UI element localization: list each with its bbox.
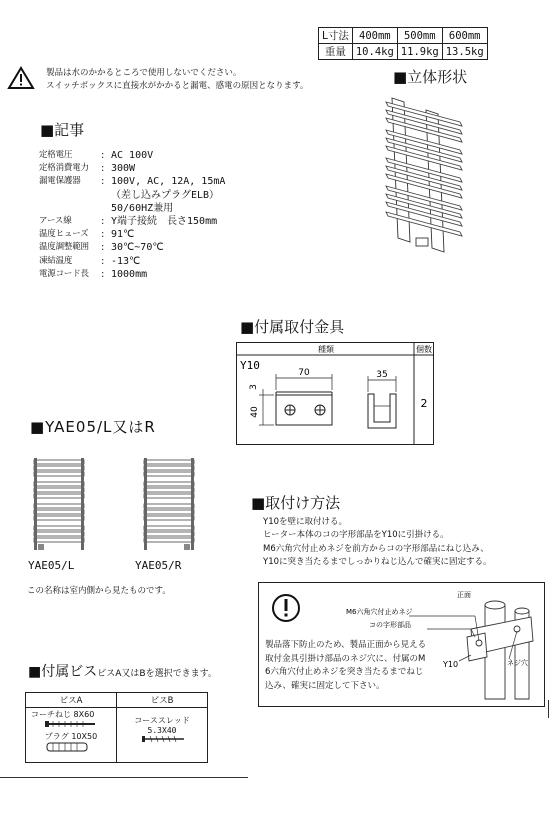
label-hole: ネジ穴 bbox=[507, 659, 528, 667]
screw-a-header: ビスA bbox=[26, 693, 117, 708]
notes-title: ■記事 bbox=[40, 121, 85, 139]
wall-plug-icon bbox=[41, 742, 101, 752]
caution-line: 製品落下防止のため、製品正面から見える bbox=[265, 640, 427, 650]
spec-label: 電源コード長 bbox=[39, 268, 89, 279]
spec-value: -13℃ bbox=[111, 255, 141, 267]
fittings-quantity: 2 bbox=[420, 397, 428, 410]
spec-label: アース線 bbox=[39, 216, 72, 227]
install-step: Y10に突き当たるまでしっかりねじ込んで確実に固定する。 bbox=[263, 556, 492, 567]
spec-value: 30℃~70℃ bbox=[111, 242, 164, 254]
fittings-table bbox=[236, 342, 434, 445]
install-title: ■取付け方法 bbox=[251, 494, 341, 512]
screws-title bbox=[28, 661, 217, 681]
size-weight-table bbox=[318, 27, 488, 60]
caution-line: 込み、確実に固定して下さい。 bbox=[265, 680, 385, 691]
coarse-thread-screw-icon bbox=[132, 735, 192, 743]
size-cell: 500mm bbox=[397, 28, 442, 44]
towel-rail-3d-illustration bbox=[380, 92, 470, 262]
screw-b-cell bbox=[117, 708, 208, 763]
spec-row: 温度ヒューズ : 91℃ bbox=[39, 229, 135, 241]
model-r-illustration bbox=[140, 458, 200, 553]
spec-value: AC 100V bbox=[111, 150, 154, 161]
screw-b-item2: 5.3X40 bbox=[147, 726, 177, 735]
label-front: 正面 bbox=[457, 591, 471, 599]
spec-value: 91℃ bbox=[111, 229, 135, 241]
caution-text bbox=[265, 639, 426, 693]
spec-list bbox=[39, 149, 225, 281]
dim-thickness: 3 bbox=[249, 384, 259, 390]
screws-title-main: ■付属ビス bbox=[28, 664, 98, 680]
label-screw: M6六角穴付止めネジ bbox=[346, 608, 413, 616]
warning-text bbox=[46, 67, 308, 93]
dim-height: 40 bbox=[250, 406, 260, 418]
caution-line: 取付金具引掛け部品のネジ穴に、付属のM bbox=[265, 653, 426, 664]
warning-triangle-icon bbox=[8, 66, 34, 90]
spec-row: 電源コード長 : 1000mm bbox=[39, 268, 148, 280]
view-title: ■立体形状 bbox=[393, 68, 468, 86]
spec-label: 定格電圧 bbox=[39, 150, 73, 160]
model-r-label: YAE05/R bbox=[135, 559, 182, 572]
screws-header-row bbox=[26, 693, 208, 708]
coach-screw-icon bbox=[41, 720, 101, 728]
spec-label: 凍結温度 bbox=[39, 255, 73, 266]
spec-value: Y端子接続 長さ150mm bbox=[111, 216, 218, 228]
size-row-label: L寸法 bbox=[319, 28, 353, 44]
spec-value: （差し込みプラグELB） bbox=[111, 189, 220, 201]
size-row bbox=[319, 28, 488, 44]
spec-label: 漏電保護器 bbox=[39, 176, 81, 187]
screws-title-sub: ビスA又はBを選択できます。 bbox=[97, 669, 217, 679]
dim-width: 70 bbox=[298, 368, 310, 378]
spec-value: 1000mm bbox=[111, 268, 148, 280]
screw-b-header: ビスB bbox=[117, 693, 208, 708]
exclamation-icon bbox=[271, 593, 301, 623]
spec-row: 凍結温度 : -13℃ bbox=[39, 255, 141, 267]
install-steps bbox=[263, 516, 492, 569]
fittings-header-type: 種類 bbox=[318, 345, 334, 354]
screw-a-cell bbox=[26, 708, 117, 763]
model-l-illustration bbox=[30, 458, 90, 553]
label-y10: Y10 bbox=[443, 660, 459, 669]
spec-value: 50/60HZ兼用 bbox=[111, 202, 174, 214]
label-bracket: コの字形部品 bbox=[369, 621, 411, 629]
spec-label: 温度ヒューズ bbox=[39, 229, 89, 240]
weight-cell: 11.9kg bbox=[397, 44, 442, 60]
spec-row bbox=[39, 202, 225, 215]
install-step: Y10を壁に取付ける。 bbox=[263, 517, 348, 527]
spec-row: 漏電保護器 : 100V, AC, 12A, 15mA bbox=[39, 176, 226, 188]
size-cell: 400mm bbox=[352, 28, 397, 44]
spec-value: 100V, AC, 12A, 15mA bbox=[111, 176, 226, 188]
install-caution-box bbox=[258, 582, 545, 707]
weight-cell: 13.5kg bbox=[442, 44, 487, 60]
caution-line: 6六角穴付止めネジを突き当たるまでねじ bbox=[265, 667, 424, 677]
fittings-title: ■付属取付金具 bbox=[240, 318, 345, 336]
model-note: この名称は室内側から見たものです。 bbox=[27, 586, 171, 596]
fittings-header-qty: 個数 bbox=[416, 345, 432, 354]
spec-row: 定格消費電力 : 300W bbox=[39, 163, 136, 175]
spec-label: 定格消費電力 bbox=[39, 163, 89, 174]
weight-row bbox=[319, 44, 488, 60]
fittings-part-name: Y10 bbox=[240, 359, 260, 372]
model-title: ■YAE05/L又はR bbox=[30, 418, 156, 436]
size-cell: 600mm bbox=[442, 28, 487, 44]
weight-row-label: 重量 bbox=[319, 44, 353, 60]
spec-row: 定格電圧 : AC 100V bbox=[39, 150, 154, 161]
spec-row: アース線 : Y端子接続 長さ150mm bbox=[39, 216, 218, 228]
spec-value: 300W bbox=[111, 163, 136, 175]
screw-a-item1: コーチねじ 8X60 bbox=[31, 710, 95, 719]
model-l-label: YAE05/L bbox=[28, 559, 75, 572]
page-right-tick bbox=[548, 700, 549, 718]
install-step: M6六角穴付止めネジを前方からコの字形部品にねじ込み、 bbox=[263, 543, 489, 554]
screw-a-item2: プラグ 10X50 bbox=[44, 732, 98, 741]
spec-row bbox=[39, 189, 225, 202]
screws-body-row bbox=[26, 708, 208, 763]
spec-row: 温度調整範囲 : 30℃~70℃ bbox=[39, 242, 164, 254]
warning-line: スイッチボックスに直接水がかかると漏電、感電の原因となります。 bbox=[46, 81, 309, 91]
weight-cell: 10.4kg bbox=[352, 44, 397, 60]
install-step: ヒーター本体のコの字形部品をY10に引掛ける。 bbox=[263, 530, 449, 541]
screws-table bbox=[25, 692, 208, 763]
page-bottom-rule bbox=[0, 777, 248, 778]
screw-b-item1: コーススレッド bbox=[134, 716, 190, 725]
spec-label: 温度調整範囲 bbox=[39, 242, 89, 253]
dim-side: 35 bbox=[376, 370, 388, 380]
warning-line: 製品は水のかかるところで使用しないでください。 bbox=[46, 68, 242, 78]
